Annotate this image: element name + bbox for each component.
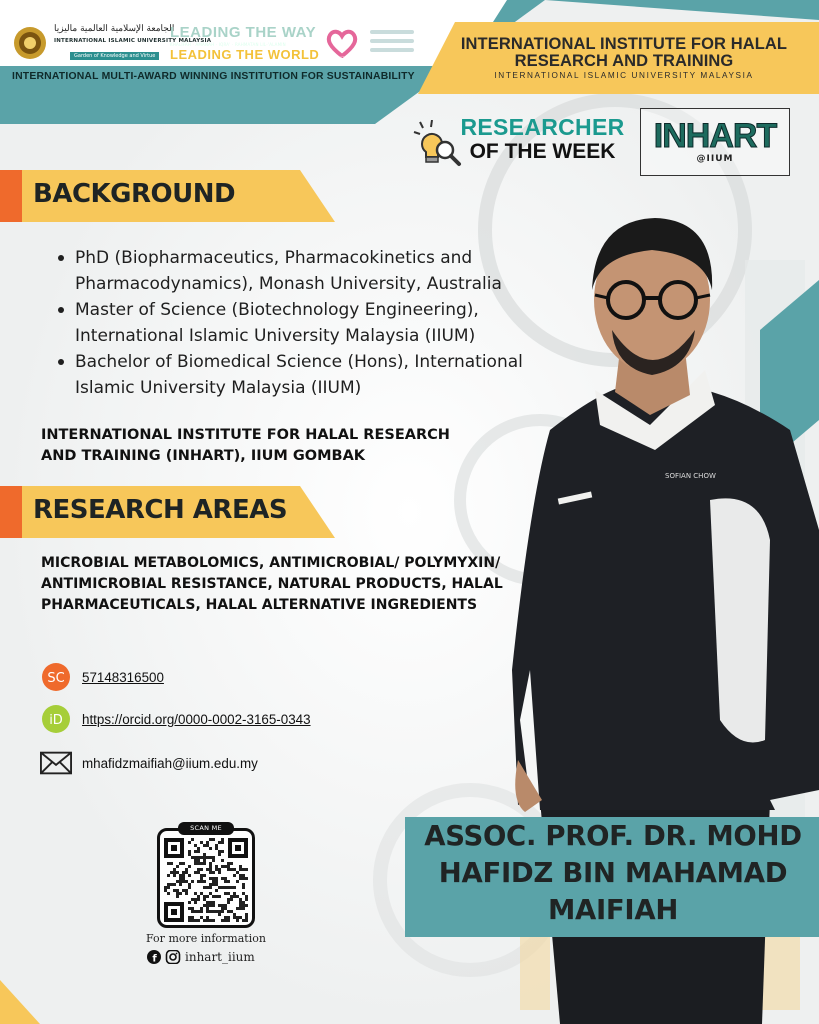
- qr-module: [170, 862, 173, 865]
- qr-module: [242, 907, 245, 910]
- qr-module: [197, 880, 200, 883]
- qr-module: [227, 910, 230, 913]
- logo-arabic-text: الجامعة الإسلامية العالمية ماليزيا: [54, 24, 175, 34]
- qr-module: [221, 859, 224, 862]
- qr-module: [203, 862, 206, 865]
- qr-module: [230, 862, 233, 865]
- qr-module: [188, 901, 191, 904]
- qr-module: [188, 919, 191, 922]
- qr-module: [200, 892, 203, 895]
- qr-module: [218, 853, 221, 856]
- instagram-handle[interactable]: inhart_iium: [185, 950, 255, 964]
- facebook-icon[interactable]: [147, 950, 161, 964]
- institute-subtitle: INTERNATIONAL ISLAMIC UNIVERSITY MALAYSIA: [494, 71, 754, 80]
- qr-module: [194, 898, 197, 901]
- qr-module: [203, 859, 206, 862]
- qr-module: [176, 889, 179, 892]
- qr-module: [212, 859, 215, 862]
- qr-module: [227, 886, 230, 889]
- qr-module: [236, 916, 239, 919]
- qr-module: [197, 910, 200, 913]
- qr-module: [209, 883, 212, 886]
- qr-module: [191, 910, 194, 913]
- qr-module: [203, 904, 206, 907]
- qr-module: [203, 874, 206, 877]
- qr-module: [182, 877, 185, 880]
- qr-module: [209, 886, 212, 889]
- leading-the-way: LEADING THE WAY: [170, 24, 317, 41]
- orcid-icon: [40, 703, 72, 735]
- qr-module: [239, 865, 242, 868]
- leading-the-world: LEADING THE WORLD: [170, 47, 320, 62]
- qr-module: [236, 895, 239, 898]
- qr-module: [200, 910, 203, 913]
- qr-module: [215, 910, 218, 913]
- qr-module: [245, 868, 248, 871]
- qr-module: [239, 901, 242, 904]
- email-address[interactable]: mhafidzmaifiah@iium.edu.my: [82, 755, 258, 771]
- qr-module: [227, 901, 230, 904]
- svg-text:iD: iD: [49, 713, 63, 728]
- qr-module: [203, 880, 206, 883]
- inhart-logo: [640, 108, 790, 176]
- qr-module: [188, 883, 191, 886]
- orcid-row: [40, 704, 311, 734]
- qr-module: [191, 898, 194, 901]
- qr-module: [236, 907, 239, 910]
- qr-module: [212, 919, 215, 922]
- education-item: Master of Science (Biotechnology Engineering), International Islamic University Malaysia (IIUM): [58, 297, 578, 349]
- qr-module: [245, 895, 248, 898]
- qr-module: [194, 862, 197, 865]
- qr-module: [170, 883, 173, 886]
- qr-module: [215, 868, 218, 871]
- qr-module: [209, 856, 212, 859]
- qr-module: [176, 880, 179, 883]
- iium-logo: [12, 22, 212, 66]
- logo-tagline: Garden of Knowledge and Virtue: [70, 52, 159, 60]
- qr-module: [209, 904, 212, 907]
- qr-module: [173, 883, 176, 886]
- qr-module: [218, 895, 221, 898]
- qr-module: [218, 841, 221, 844]
- qr-module: [215, 865, 218, 868]
- qr-module: [215, 877, 218, 880]
- qr-module: [242, 886, 245, 889]
- svg-text:SC: SC: [47, 671, 65, 686]
- qr-module: [176, 895, 179, 898]
- qr-module: [194, 844, 197, 847]
- qr-module: [170, 871, 173, 874]
- partner-logo-3: [370, 48, 414, 52]
- qr-module: [197, 859, 200, 862]
- qr-module: [221, 865, 224, 868]
- qr-module: [212, 901, 215, 904]
- research-areas-banner: [0, 486, 335, 538]
- scan-me-label: SCAN ME: [178, 822, 234, 835]
- qr-module: [212, 895, 215, 898]
- qr-module: [239, 907, 242, 910]
- qr-module: [224, 877, 227, 880]
- qr-module: [203, 856, 206, 859]
- qr-module: [209, 910, 212, 913]
- qr-module: [200, 862, 203, 865]
- qr-module: [197, 871, 200, 874]
- qr-module: [203, 844, 206, 847]
- qr-module: [182, 880, 185, 883]
- qr-module: [206, 841, 209, 844]
- qr-module: [227, 898, 230, 901]
- qr-module: [215, 889, 218, 892]
- qr-module: [209, 877, 212, 880]
- qr-module: [227, 862, 230, 865]
- inhart-wordmark: INHART: [653, 117, 777, 155]
- qr-module: [233, 895, 236, 898]
- qr-module: [224, 892, 227, 895]
- qr-module: [221, 841, 224, 844]
- qr-module: [203, 919, 206, 922]
- qr-module: [212, 877, 215, 880]
- research-areas-text: MICROBIAL METABOLOMICS, ANTIMICROBIAL/ POLYMYXIN/ ANTIMICROBIAL RESISTANCE, NATURAL PRODUCTS, HALAL PHARMACEUTICALS, HALAL ALTERNATIVE INGREDIENTS: [41, 555, 503, 613]
- qr-module: [224, 865, 227, 868]
- researcher-label: RESEARCHER: [460, 114, 625, 140]
- qr-module: [203, 895, 206, 898]
- of-the-week-label: OF THE WEEK: [469, 140, 616, 163]
- qr-module: [191, 919, 194, 922]
- qr-module: [209, 919, 212, 922]
- qr-module: [209, 865, 212, 868]
- qr-module: [191, 880, 194, 883]
- qr-module: [167, 886, 170, 889]
- social-handle-row: [147, 947, 255, 967]
- qr-module: [176, 892, 179, 895]
- qr-module: [191, 907, 194, 910]
- research-areas-heading: RESEARCH AREAS: [33, 495, 288, 525]
- qr-module: [209, 838, 212, 841]
- qr-module: [200, 877, 203, 880]
- qr-module: [173, 871, 176, 874]
- scopus-id-link[interactable]: 57148316500: [82, 669, 164, 685]
- qr-module: [224, 916, 227, 919]
- qr-module: [179, 883, 182, 886]
- qr-module: [197, 856, 200, 859]
- scopus-row: [40, 662, 164, 692]
- qr-module: [206, 856, 209, 859]
- qr-module: [194, 856, 197, 859]
- qr-module: [224, 880, 227, 883]
- qr-module: [236, 871, 239, 874]
- envelope-icon: [40, 747, 72, 779]
- qr-module: [179, 862, 182, 865]
- qr-module: [242, 904, 245, 907]
- qr-module: [224, 886, 227, 889]
- qr-module: [230, 895, 233, 898]
- education-item: PhD (Biopharmaceutics, Pharmacokinetics and Pharmacodynamics), Monash University, Australia: [58, 245, 578, 297]
- qr-module: [227, 868, 230, 871]
- qr-module: [203, 853, 206, 856]
- qr-module: [209, 892, 212, 895]
- qr-module: [215, 895, 218, 898]
- qr-module: [218, 904, 221, 907]
- qr-module: [236, 880, 239, 883]
- qr-module: [164, 886, 167, 889]
- qr-module: [242, 877, 245, 880]
- svg-text:2: 2: [338, 39, 346, 50]
- qr-module: [188, 853, 191, 856]
- leading-slogan: [170, 24, 330, 62]
- qr-module: [185, 880, 188, 883]
- qr-module: [221, 919, 224, 922]
- qr-module: [194, 850, 197, 853]
- qr-module: [206, 904, 209, 907]
- qr-module: [224, 919, 227, 922]
- qr-module: [194, 919, 197, 922]
- qr-module: [218, 886, 221, 889]
- qr-module: [233, 874, 236, 877]
- inhart-iium-tag: @IIUM: [696, 154, 734, 164]
- qr-module: [245, 877, 248, 880]
- qr-module: [203, 886, 206, 889]
- qr-module: [227, 865, 230, 868]
- qr-module: [242, 868, 245, 871]
- qr-module: [233, 892, 236, 895]
- qr-module: [218, 871, 221, 874]
- qr-module: [212, 838, 215, 841]
- qr-module: [179, 874, 182, 877]
- qr-module: [194, 892, 197, 895]
- qr-module: [221, 910, 224, 913]
- qr-module: [167, 862, 170, 865]
- qr-module: [200, 868, 203, 871]
- qr-module: [245, 916, 248, 919]
- qr-module: [239, 868, 242, 871]
- qr-module: [200, 874, 203, 877]
- qr-module: [230, 868, 233, 871]
- qr-module: [182, 871, 185, 874]
- qr-module: [194, 859, 197, 862]
- qr-module: [206, 907, 209, 910]
- qr-module: [218, 850, 221, 853]
- qr-module: [239, 916, 242, 919]
- qr-module: [221, 838, 224, 841]
- award-statement: INTERNATIONAL MULTI-AWARD WINNING INSTITUTION FOR SUSTAINABILITY: [12, 71, 415, 82]
- qr-module: [206, 910, 209, 913]
- qr-module: [239, 898, 242, 901]
- qr-module: [209, 847, 212, 850]
- qr-module: [242, 919, 245, 922]
- qr-module: [179, 877, 182, 880]
- qr-module: [209, 868, 212, 871]
- qr-module: [209, 901, 212, 904]
- qr-module: [239, 877, 242, 880]
- qr-module: [194, 871, 197, 874]
- qr-module: [191, 838, 194, 841]
- qr-module: [167, 892, 170, 895]
- qr-module: [167, 874, 170, 877]
- qr-module: [227, 919, 230, 922]
- qr-module: [188, 916, 191, 919]
- qr-module: [221, 850, 224, 853]
- qr-module: [179, 892, 182, 895]
- qr-module: [188, 841, 191, 844]
- qr-module: [188, 865, 191, 868]
- qr-module: [197, 898, 200, 901]
- qr-module: [221, 877, 224, 880]
- qr-module: [224, 907, 227, 910]
- qr-module: [197, 868, 200, 871]
- qr-module: [194, 910, 197, 913]
- qr-module: [233, 886, 236, 889]
- qr-module: [215, 880, 218, 883]
- qr-module: [209, 871, 212, 874]
- qr-module: [212, 904, 215, 907]
- qr-module: [233, 868, 236, 871]
- background-heading: BACKGROUND: [33, 179, 236, 209]
- sdg-heart-icon: [325, 28, 359, 58]
- scopus-icon: [40, 661, 72, 693]
- qr-module: [197, 850, 200, 853]
- qr-module: [197, 862, 200, 865]
- qr-module: [215, 847, 218, 850]
- qr-module: [206, 844, 209, 847]
- qr-module: [182, 862, 185, 865]
- qr-module: [188, 886, 191, 889]
- qr-module: [182, 874, 185, 877]
- qr-module: [242, 892, 245, 895]
- qr-module: [221, 904, 224, 907]
- qr-module: [200, 880, 203, 883]
- education-item: Bachelor of Biomedical Science (Hons), International Islamic University Malaysia (IIUM): [58, 349, 578, 401]
- qr-module: [230, 910, 233, 913]
- background-banner: [0, 170, 335, 222]
- qr-module: [221, 907, 224, 910]
- qr-module: [173, 868, 176, 871]
- shirt-name-badge: SOFIAN CHOW: [665, 472, 716, 480]
- qr-module: [194, 901, 197, 904]
- qr-module: [206, 895, 209, 898]
- qr-module: [242, 874, 245, 877]
- svg-text:f: f: [152, 953, 157, 964]
- qr-module: [164, 889, 167, 892]
- qr-module: [206, 916, 209, 919]
- qr-module: [215, 844, 218, 847]
- qr-module: [173, 889, 176, 892]
- qr-module: [221, 886, 224, 889]
- qr-module: [203, 898, 206, 901]
- qr-module: [233, 916, 236, 919]
- qr-module: [212, 856, 215, 859]
- qr-module: [191, 916, 194, 919]
- qr-module: [230, 898, 233, 901]
- qr-module: [212, 880, 215, 883]
- qr-module: [245, 904, 248, 907]
- researcher-name: ASSOC. PROF. DR. MOHD HAFIDZ BIN MAHAMAD MAIFIAH: [424, 820, 802, 926]
- partner-logo-2: [370, 39, 414, 43]
- qr-module: [185, 892, 188, 895]
- qr-module: [212, 883, 215, 886]
- qr-module: [188, 850, 191, 853]
- qr-module: [239, 904, 242, 907]
- affiliation: INTERNATIONAL INSTITUTE FOR HALAL RESEARCH AND TRAINING (INHART), IIUM GOMBAK: [41, 427, 450, 464]
- qr-module: [197, 919, 200, 922]
- qr-module: [245, 919, 248, 922]
- qr-module: [227, 916, 230, 919]
- qr-module: [185, 868, 188, 871]
- qr-module: [227, 880, 230, 883]
- qr-module: [242, 901, 245, 904]
- qr-module: [245, 913, 248, 916]
- qr-module: [206, 919, 209, 922]
- qr-module: [242, 883, 245, 886]
- leading-values: KHALIFAH · AMANAH · IQRA' · RAHMATAN LIL-'ALAMIN: [170, 42, 286, 47]
- qr-module: [227, 892, 230, 895]
- qr-module: [197, 895, 200, 898]
- qr-module: [224, 904, 227, 907]
- qr-module: [218, 913, 221, 916]
- qr-module: [191, 856, 194, 859]
- qr-module: [197, 847, 200, 850]
- qr-module: [218, 910, 221, 913]
- qr-module: [215, 883, 218, 886]
- email-row: [40, 748, 258, 778]
- qr-module: [179, 880, 182, 883]
- partner-logos: [370, 30, 414, 57]
- qr-module: [173, 874, 176, 877]
- qr-module: [236, 919, 239, 922]
- qr-module: [176, 871, 179, 874]
- qr-module: [233, 913, 236, 916]
- qr-module: [206, 901, 209, 904]
- more-info-text: For more information: [146, 932, 266, 945]
- instagram-icon[interactable]: [165, 950, 181, 964]
- qr-module: [200, 856, 203, 859]
- qr-module: [218, 868, 221, 871]
- qr-module: [185, 871, 188, 874]
- qr-module: [200, 916, 203, 919]
- qr-module: [182, 889, 185, 892]
- institute-title: INTERNATIONAL INSTITUTE FOR HALAL RESEARCH AND TRAINING: [460, 35, 788, 70]
- partner-logo-1: [370, 30, 414, 34]
- qr-module: [176, 865, 179, 868]
- qr-module: [239, 874, 242, 877]
- qr-module: [167, 883, 170, 886]
- iium-emblem-icon: [12, 24, 48, 62]
- qr-module: [200, 907, 203, 910]
- qr-module: [206, 886, 209, 889]
- logo-university-name: INTERNATIONAL ISLAMIC UNIVERSITY MALAYSIA: [54, 38, 212, 44]
- qr-module: [230, 886, 233, 889]
- qr-module: [212, 871, 215, 874]
- qr-module: [188, 874, 191, 877]
- qr-module: [209, 862, 212, 865]
- qr-module: [206, 868, 209, 871]
- qr-code-icon[interactable]: [164, 838, 248, 922]
- orcid-link[interactable]: https://orcid.org/0000-0002-3165-0343: [82, 711, 311, 727]
- qr-module: [200, 841, 203, 844]
- sdg-caption: Sejahtera Academic: [326, 55, 367, 60]
- qr-module: [245, 898, 248, 901]
- qr-module: [212, 910, 215, 913]
- qr-module: [188, 907, 191, 910]
- qr-module: [185, 889, 188, 892]
